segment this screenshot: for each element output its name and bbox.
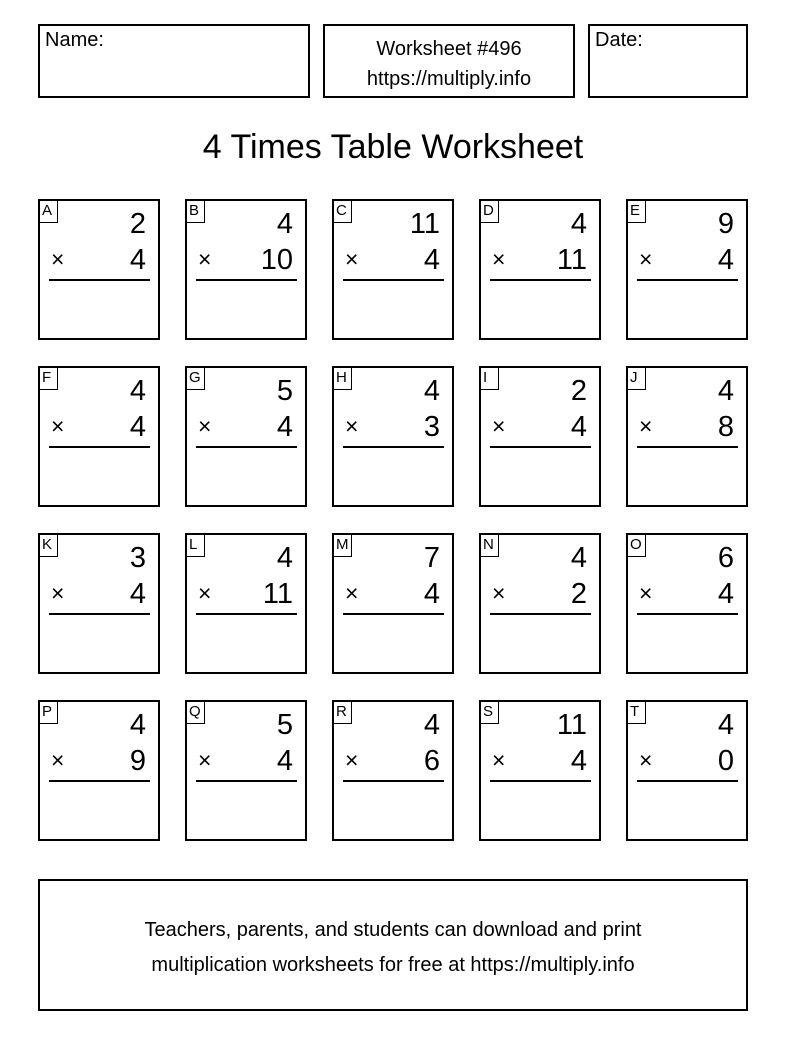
problem-multiplier: 4: [423, 578, 440, 610]
answer-line: [343, 279, 444, 281]
problem-card-i[interactable]: [479, 366, 601, 507]
answer-line: [343, 780, 444, 782]
answer-line: [637, 279, 738, 281]
problem-letter: G: [185, 366, 205, 390]
date-box[interactable]: [588, 24, 748, 98]
answer-line: [49, 446, 150, 448]
answer-line: [49, 279, 150, 281]
problem-multiplicand: 5: [276, 375, 293, 407]
problem-card-r[interactable]: [332, 700, 454, 841]
multiply-sign: ×: [492, 580, 506, 606]
problem-multiplier: 4: [276, 411, 293, 443]
problem-multiplicand: 11: [556, 709, 587, 741]
name-label: Name:: [45, 29, 104, 51]
footer-box: [38, 879, 748, 1011]
problem-letter: J: [626, 366, 646, 390]
problem-multiplier: 4: [129, 244, 146, 276]
problem-letter: E: [626, 199, 646, 223]
problem-multiplicand: 7: [423, 542, 440, 574]
problem-multiplicand: 2: [570, 375, 587, 407]
multiply-sign: ×: [492, 747, 506, 773]
date-label: Date:: [595, 29, 643, 51]
answer-line: [343, 446, 444, 448]
problem-card-j[interactable]: [626, 366, 748, 507]
worksheet-url: https://multiply.info: [366, 68, 532, 90]
problem-card-e[interactable]: [626, 199, 748, 340]
problem-letter: R: [332, 700, 352, 724]
problem-multiplier: 4: [276, 745, 293, 777]
problem-letter: T: [626, 700, 646, 724]
problem-letter: D: [479, 199, 499, 223]
problem-multiplier: 4: [423, 244, 440, 276]
multiply-sign: ×: [639, 246, 653, 272]
problem-letter: I: [479, 366, 499, 390]
page-title: 4 Times Table Worksheet: [202, 128, 584, 166]
problem-multiplier: 4: [129, 578, 146, 610]
answer-line: [490, 279, 591, 281]
problem-multiplier: 11: [262, 578, 293, 610]
problem-card-k[interactable]: [38, 533, 160, 674]
problem-card-a[interactable]: [38, 199, 160, 340]
problem-multiplier: 4: [717, 578, 734, 610]
problem-multiplicand: 4: [129, 709, 146, 741]
problem-multiplicand: 2: [129, 208, 146, 240]
problem-letter: K: [38, 533, 58, 557]
problem-letter: Q: [185, 700, 205, 724]
problem-letter: F: [38, 366, 58, 390]
problem-card-d[interactable]: [479, 199, 601, 340]
problem-card-l[interactable]: [185, 533, 307, 674]
multiply-sign: ×: [492, 413, 506, 439]
problem-multiplier: 3: [423, 411, 440, 443]
problem-multiplicand: 4: [717, 375, 734, 407]
problem-multiplicand: 3: [129, 542, 146, 574]
problem-card-g[interactable]: [185, 366, 307, 507]
answer-line: [637, 613, 738, 615]
problem-card-p[interactable]: [38, 700, 160, 841]
problem-multiplicand: 4: [423, 709, 440, 741]
worksheet-info-box: [323, 24, 575, 98]
name-box[interactable]: [38, 24, 310, 98]
problem-multiplier: 6: [423, 745, 440, 777]
problem-card-n[interactable]: [479, 533, 601, 674]
problem-multiplier: 11: [556, 244, 587, 276]
multiply-sign: ×: [198, 246, 212, 272]
multiply-sign: ×: [198, 413, 212, 439]
problem-multiplicand: 9: [717, 208, 734, 240]
problem-letter: A: [38, 199, 58, 223]
multiply-sign: ×: [639, 580, 653, 606]
problem-letter: P: [38, 700, 58, 724]
problem-multiplicand: 4: [129, 375, 146, 407]
problem-card-f[interactable]: [38, 366, 160, 507]
problem-multiplicand: 5: [276, 709, 293, 741]
multiply-sign: ×: [639, 413, 653, 439]
multiply-sign: ×: [51, 413, 65, 439]
problem-multiplicand: 4: [423, 375, 440, 407]
problem-letter: B: [185, 199, 205, 223]
problem-card-t[interactable]: [626, 700, 748, 841]
problem-multiplier: 4: [570, 411, 587, 443]
footer-line-2: multiplication worksheets for free at https://multiply.info: [151, 954, 635, 976]
multiply-sign: ×: [51, 246, 65, 272]
problem-multiplicand: 4: [276, 208, 293, 240]
problem-card-h[interactable]: [332, 366, 454, 507]
problem-multiplicand: 4: [570, 542, 587, 574]
problem-multiplier: 9: [129, 745, 146, 777]
problem-letter: S: [479, 700, 499, 724]
multiply-sign: ×: [51, 747, 65, 773]
problem-letter: O: [626, 533, 646, 557]
problem-multiplicand: 4: [276, 542, 293, 574]
answer-line: [196, 780, 297, 782]
problem-multiplier: 4: [717, 244, 734, 276]
problem-card-q[interactable]: [185, 700, 307, 841]
problem-multiplicand: 6: [717, 542, 734, 574]
problem-multiplier: 8: [717, 411, 734, 443]
multiply-sign: ×: [345, 580, 359, 606]
multiply-sign: ×: [51, 580, 65, 606]
problem-card-s[interactable]: [479, 700, 601, 841]
problem-card-m[interactable]: [332, 533, 454, 674]
problem-multiplier: 10: [260, 244, 293, 276]
problem-multiplier: 0: [717, 745, 734, 777]
problem-multiplicand: 4: [570, 208, 587, 240]
answer-line: [196, 279, 297, 281]
problem-multiplicand: 4: [717, 709, 734, 741]
footer-line-1: Teachers, parents, and students can download and print: [144, 919, 642, 941]
problem-letter: C: [332, 199, 352, 223]
answer-line: [196, 613, 297, 615]
multiply-sign: ×: [492, 246, 506, 272]
problem-letter: M: [332, 533, 352, 557]
problem-multiplier: 4: [129, 411, 146, 443]
multiply-sign: ×: [345, 747, 359, 773]
answer-line: [637, 446, 738, 448]
problem-multiplier: 2: [570, 578, 587, 610]
answer-line: [343, 613, 444, 615]
answer-line: [49, 780, 150, 782]
multiply-sign: ×: [198, 580, 212, 606]
answer-line: [196, 446, 297, 448]
problem-multiplicand: 11: [409, 208, 440, 240]
answer-line: [490, 613, 591, 615]
worksheet-number: Worksheet #496: [376, 38, 522, 60]
problem-card-b[interactable]: [185, 199, 307, 340]
problem-letter: N: [479, 533, 499, 557]
problem-letter: L: [185, 533, 205, 557]
multiply-sign: ×: [345, 413, 359, 439]
problem-card-c[interactable]: [332, 199, 454, 340]
problem-card-o[interactable]: [626, 533, 748, 674]
answer-line: [637, 780, 738, 782]
multiply-sign: ×: [198, 747, 212, 773]
answer-line: [490, 446, 591, 448]
answer-line: [490, 780, 591, 782]
answer-line: [49, 613, 150, 615]
problem-multiplier: 4: [570, 745, 587, 777]
multiply-sign: ×: [639, 747, 653, 773]
problem-letter: H: [332, 366, 352, 390]
multiply-sign: ×: [345, 246, 359, 272]
